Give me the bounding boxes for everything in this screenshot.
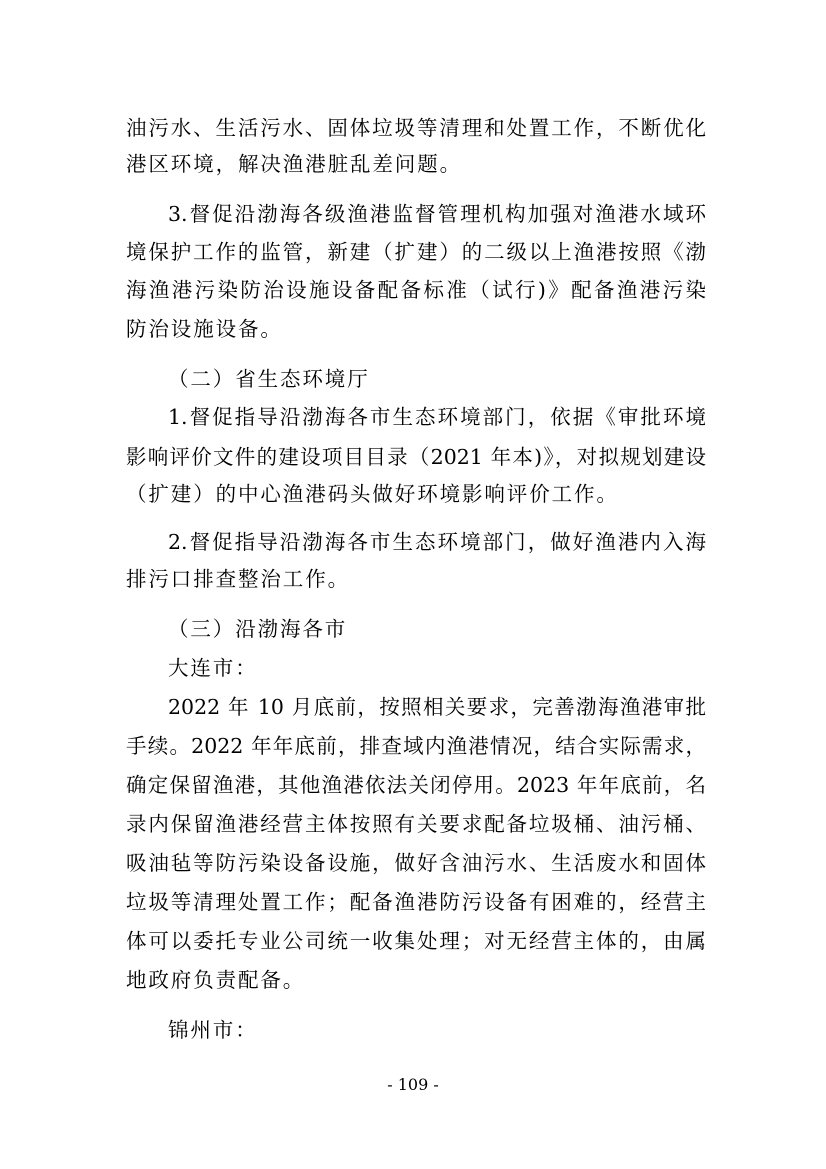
paragraph-line: 影响评价文件的建设项目目录（2021 年本)》，对拟规划建设 [126, 445, 706, 469]
paragraph-line: 排污口排查整治工作。 [126, 567, 350, 591]
city-heading: 大连市： [168, 656, 258, 680]
paragraph-line: 防治设施设备。 [126, 317, 283, 341]
paragraph-line: 油污水、生活污水、固体垃圾等清理和处置工作，不断优化 [126, 116, 706, 140]
paragraph-line: 港区环境，解决渔港脏乱差问题。 [126, 152, 462, 176]
paragraph-line: 海渔港污染防治设施设备配备标准（试行)》配备渔港污染 [126, 278, 706, 302]
city-heading: 锦州市： [168, 1018, 258, 1042]
paragraph-line: 境保护工作的监管，新建（扩建）的二级以上渔港按照《渤 [126, 240, 706, 264]
paragraph-line: 手续。2022 年年底前，排查域内渔港情况，结合实际需求， [126, 734, 706, 758]
paragraph-line: 确定保留渔港，其他渔港依法关闭停用。2023 年年底前，名 [126, 773, 706, 797]
paragraph-line: 吸油毡等防污染设备设施，做好含油污水、生活废水和固体 [126, 851, 706, 875]
paragraph-line: 1.督促指导沿渤海各市生态环境部门，依据《审批环境 [168, 405, 706, 429]
paragraph-line: 2.督促指导沿渤海各市生态环境部门，做好渔港内入海 [168, 530, 706, 554]
paragraph-line: 体可以委托专业公司统一收集处理；对无经营主体的，由属 [126, 929, 706, 953]
paragraph-line: （扩建）的中心渔港码头做好环境影响评价工作。 [126, 482, 619, 506]
paragraph-line: 垃圾等清理处置工作；配备渔港防污设备有困难的，经营主 [126, 890, 706, 914]
paragraph-line: 3.督促沿渤海各级渔港监督管理机构加强对渔港水域环 [168, 202, 706, 226]
page-number: - 109 - [387, 1075, 439, 1094]
paragraph-line: 录内保留渔港经营主体按照有关要求配备垃圾桶、油污桶、 [126, 812, 706, 836]
section-heading: （三）沿渤海各市 [168, 617, 348, 641]
section-heading: （二）省生态环境厅 [168, 367, 370, 391]
paragraph-line: 2022 年 10 月底前，按照相关要求，完善渤海渔港审批 [168, 695, 706, 719]
paragraph-line: 地政府负责配备。 [126, 968, 306, 992]
